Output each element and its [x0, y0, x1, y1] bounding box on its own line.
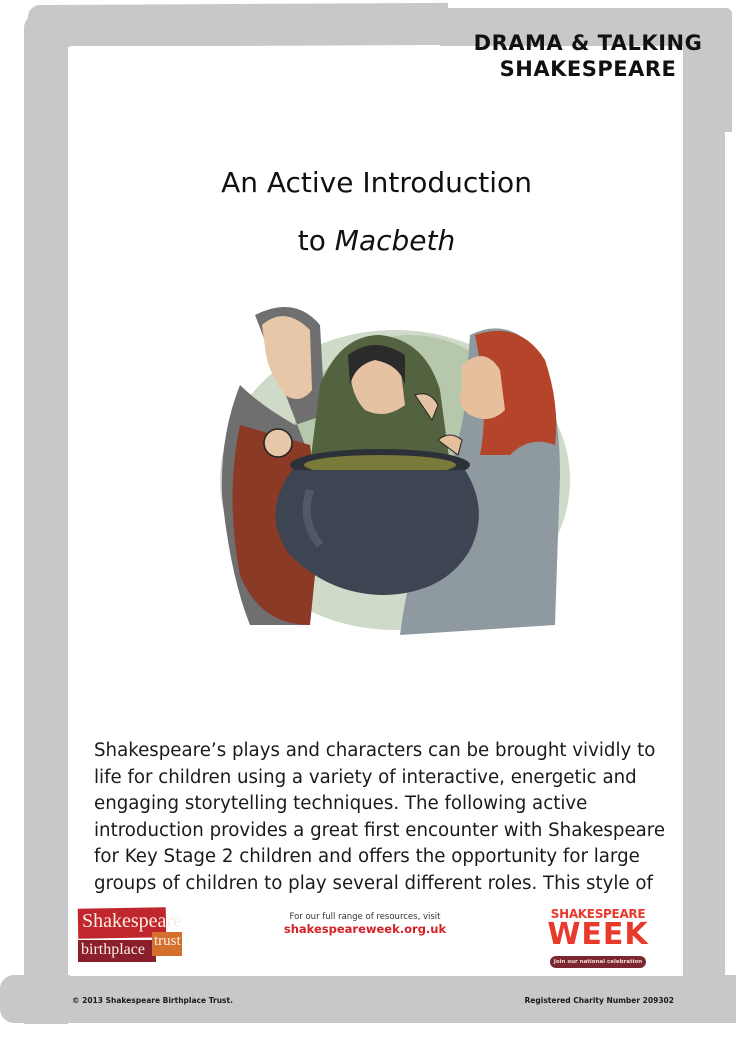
paragraph-line: Shakespeare’s plays and characters can be brought vividly to	[94, 740, 656, 761]
page-title-line1: An Active Introduction	[221, 166, 532, 199]
shakespeare-week-link[interactable]: shakespeareweek.org.uk	[283, 922, 447, 936]
title-prefix: to	[297, 224, 335, 257]
intro-paragraph	[94, 738, 684, 898]
series-label-line2: SHAKESPEARE	[499, 57, 677, 81]
series-label-line1: DRAMA & TALKING	[473, 31, 703, 55]
logo-word-trust: trust	[154, 933, 181, 949]
sw-logo-tagline: Join our national celebration	[550, 956, 646, 968]
paragraph-line: groups of children to play several different roles. This style of	[94, 872, 653, 894]
paragraph-line: introduction provides a great first encounter with Shakespeare	[94, 819, 666, 841]
witches-cauldron-illustration	[200, 295, 580, 665]
sw-logo-week-text: WEEK	[547, 917, 649, 952]
resources-note: For our full range of resources, visit	[289, 912, 441, 922]
page-title-line2	[70, 224, 683, 257]
frame-top-bar	[28, 3, 448, 47]
shakespeare-week-logo	[546, 905, 650, 973]
frame-left-bar	[24, 14, 68, 1024]
logo-word-shakespeare: Shakespeare	[82, 910, 182, 932]
paragraph-line: for Key Stage 2 children and offers the opportunity for large	[94, 846, 640, 868]
series-label	[468, 30, 708, 82]
paragraph-line: engaging storytelling techniques. The following active	[94, 793, 588, 815]
title-play-name: Macbeth	[334, 224, 456, 257]
paragraph-line: life for children using a variety of interactive, energetic and	[94, 766, 637, 788]
frame-right-bar	[683, 100, 725, 1020]
charity-number: Registered Charity Number 209302	[524, 996, 674, 1005]
logo-word-birthplace: birthplace	[81, 941, 145, 958]
copyright-notice: © 2013 Shakespeare Birthplace Trust.	[72, 996, 233, 1005]
shakespeare-birthplace-trust-logo	[78, 906, 186, 962]
sw-logo-top-text: SHAKESPEARE	[550, 907, 646, 921]
